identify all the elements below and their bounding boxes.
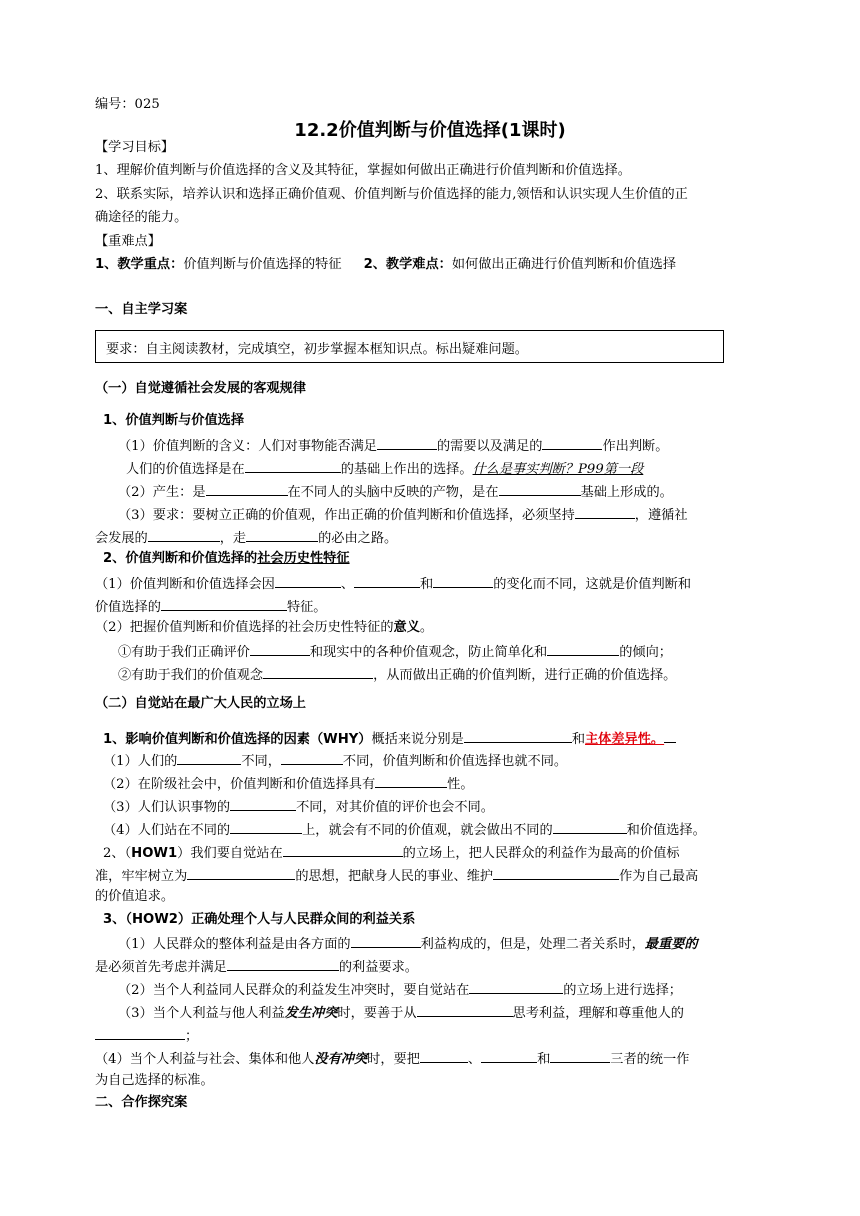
text-fragment: （1）人们的 (103, 754, 178, 769)
text-fragment: 的倾向； (619, 645, 672, 660)
text-fragment: 三者的统一作 (610, 1052, 690, 1067)
text-fragment: 利益构成的，但是，处理二者关系时， (420, 937, 645, 952)
focus-text: 价值判断与价值选择的特征 (183, 257, 342, 272)
text-fragment: 的立场上进行选择； (563, 983, 682, 998)
blank[interactable] (493, 866, 619, 880)
point1-heading: 1、价值判断与价值选择 (103, 413, 245, 428)
text-fragment: 最重要的 (644, 937, 698, 952)
text-fragment: 是必须首先考虑并满足 (95, 960, 227, 975)
fill-line (118, 1003, 684, 1023)
fill-line (95, 619, 433, 637)
text-fragment: 1、影响价值判断和价值选择的因素（WHY） (103, 732, 372, 747)
text-fragment: 上，就会有不同的价值观，就会做出不同的 (302, 823, 553, 838)
text-fragment: （2）当个人利益同人民群众的利益发生冲突时，要自觉站在 (118, 983, 470, 998)
text-fragment: ； (185, 1029, 199, 1044)
text-fragment: 准，牢牢树立为 (95, 869, 188, 884)
blank[interactable] (275, 574, 341, 588)
text-fragment: （3）要求：要树立正确的价值观，作出正确的价值判断和价值选择，必须坚持 (118, 508, 575, 523)
fill-line (118, 980, 682, 1000)
fill-line (95, 528, 397, 548)
text-fragment: ）我们要自觉站在 (177, 846, 283, 861)
text-fragment: 的利益要求。 (338, 960, 418, 975)
text-fragment: 思考利益，理解和尊重他人的 (512, 1006, 684, 1021)
text-fragment: 人们的价值选择是在 (126, 462, 245, 477)
blank[interactable] (550, 1049, 610, 1063)
fill-line (95, 597, 327, 617)
blank[interactable] (377, 436, 437, 450)
text-fragment: （2）产生：是 (118, 485, 206, 500)
text-fragment: ①有助于我们正确评价 (118, 645, 250, 660)
requirement-box (95, 330, 724, 363)
blank[interactable] (542, 436, 602, 450)
blank[interactable] (547, 642, 619, 656)
keypoints-line (95, 256, 676, 274)
blank[interactable] (187, 866, 295, 880)
blank[interactable] (464, 729, 572, 743)
text-fragment: （3）人们认识事物的 (103, 800, 231, 815)
text-fragment: 在不同人的头脑中反映的产物，是在 (287, 485, 499, 500)
text-fragment: 作出判断。 (602, 439, 669, 454)
text-fragment: 的思想，把献身人民的事业、维护 (295, 869, 494, 884)
text-fragment: ，遵循社 (634, 508, 688, 523)
fill-line (118, 505, 688, 525)
blank[interactable] (433, 574, 493, 588)
text-fragment: HOW1 (131, 846, 178, 861)
blank[interactable] (246, 528, 318, 542)
text-fragment: 时，要把 (367, 1052, 420, 1067)
blank[interactable] (553, 820, 627, 834)
blank[interactable] (417, 1003, 513, 1017)
fill-line (118, 482, 673, 502)
answer-text: 主体差异性。 (585, 732, 665, 747)
fill-line (95, 574, 691, 594)
text-fragment: 会发展的 (95, 531, 148, 546)
fill-line (103, 820, 706, 840)
page-title: 12.2价值判断与价值选择(1课时) (294, 120, 566, 141)
subsection2-heading: （二）自觉站在最广大人民的立场上 (95, 696, 306, 711)
text-fragment: 2、（ (103, 846, 132, 861)
text-fragment (664, 729, 676, 743)
requirement-text: 要求：自主阅读教材，完成填空，初步掌握本框知识点。标出疑难问题。 (106, 342, 528, 357)
blank[interactable] (227, 957, 339, 971)
blank[interactable] (375, 774, 447, 788)
text-fragment: 2、价值判断和价值选择的 (103, 551, 258, 566)
text-fragment: （4）当个人利益与社会、集体和他人 (95, 1052, 315, 1067)
fill-line (95, 866, 698, 886)
blank[interactable] (499, 482, 581, 496)
text-fragment: 和 (571, 732, 585, 747)
text-fragment: 性。 (447, 777, 474, 792)
text-line: 的价值追求。 (95, 889, 175, 904)
serial-number: 编号：025 (95, 97, 160, 112)
focus-label: 1、教学重点： (95, 257, 184, 272)
blank[interactable] (420, 1049, 468, 1063)
text-fragment: 的立场上，把人民群众的利益作为最高的价值标 (402, 846, 680, 861)
fill-line (95, 1049, 689, 1069)
fill-line (118, 436, 668, 456)
text-fragment: 社会历史性特征 (257, 551, 350, 566)
fill-line (103, 843, 680, 863)
text-fragment: 没有冲突 (314, 1052, 368, 1067)
blank[interactable] (230, 820, 302, 834)
text-fragment: （1）价值判断和价值选择会因 (95, 577, 275, 592)
text-fragment: 特征。 (286, 600, 327, 615)
blank[interactable] (250, 642, 310, 656)
blank[interactable] (230, 797, 296, 811)
keypoints-heading: 【重难点】 (95, 234, 161, 249)
text-fragment: 不同，价值判断和价值选择也就不同。 (342, 754, 568, 769)
text-fragment: 。 (419, 620, 434, 635)
section2-heading: 二、合作探究案 (95, 1095, 188, 1110)
objective-item: 2、联系实际，培养认识和选择正确价值观、价值判断与价值选择的能力,领悟和认识实现人生价值的正 (95, 187, 688, 202)
objectives-heading: 【学习目标】 (95, 140, 175, 155)
fill-line (103, 774, 474, 794)
difficulty-text: 如何做出正确进行价值判断和价值选择 (451, 257, 677, 272)
text-fragment: 概括来说分别是 (371, 732, 464, 747)
text-fragment: 、 (340, 577, 355, 592)
text-fragment: （2）把握价值判断和价值选择的社会历史性特征的 (95, 620, 394, 635)
blank[interactable] (575, 505, 635, 519)
blank[interactable] (281, 751, 343, 765)
fill-line (126, 459, 643, 479)
text-fragment: 、 (467, 1052, 482, 1067)
text-fragment: 的需要以及满足的 (436, 439, 543, 454)
text-fragment: （3）当个人利益与他人利益 (118, 1006, 285, 1021)
point2-heading (103, 550, 350, 568)
text-fragment: ，走 (219, 531, 247, 546)
text-fragment: ，从而做出正确的价值判断，进行正确的价值选择。 (373, 668, 677, 683)
blank[interactable] (263, 665, 373, 679)
text-fragment: （4）人们站在不同的 (103, 823, 231, 838)
blank[interactable] (481, 1049, 537, 1063)
blank[interactable] (351, 934, 421, 948)
text-fragment: 时，要善于从 (337, 1006, 417, 1021)
text-fragment: 的必由之路。 (318, 531, 398, 546)
blank[interactable] (177, 751, 241, 765)
text-fragment: 基础上形成的。 (580, 485, 673, 500)
text-fragment: 不同， (241, 754, 281, 769)
text-fragment: 不同，对其价值的评价也会不同。 (296, 800, 494, 815)
blank[interactable] (469, 980, 563, 994)
blank[interactable] (206, 482, 288, 496)
blank[interactable] (245, 459, 341, 473)
text-fragment: 发生冲突 (284, 1006, 338, 1021)
point3-heading: 3、（HOW2）正确处理个人与人民群众间的利益关系 (103, 912, 416, 927)
text-fragment: 和 (420, 577, 434, 592)
fill-line (118, 934, 698, 954)
text-fragment: ②有助于我们的价值观念 (118, 668, 264, 683)
subsection1-heading: （一）自觉遵循社会发展的客观规律 (95, 381, 306, 396)
text-fragment: 的变化而不同，这就是价值判断和 (493, 577, 692, 592)
text-fragment: 和现实中的各种价值观念，防止简单化和 (309, 645, 548, 660)
section1-heading: 一、自主学习案 (95, 302, 188, 317)
text-fragment: 价值选择的 (95, 600, 161, 615)
blank[interactable] (161, 597, 287, 611)
objective-item-cont: 确途径的能力。 (95, 210, 188, 225)
fill-line (95, 1026, 198, 1046)
fill-line (103, 797, 494, 817)
fill-line (103, 729, 676, 749)
text-fragment: 和 (537, 1052, 551, 1067)
text-fragment: 作为自己最高 (619, 869, 699, 884)
fill-line (95, 957, 418, 977)
objective-item: 1、理解价值判断与价值选择的含义及其特征，掌握如何做出正确进行价值判断和价值选择。 (95, 163, 631, 178)
fill-line (103, 751, 567, 771)
text-line: 为自己选择的标准。 (95, 1073, 214, 1088)
difficulty-label: 2、教学难点： (363, 257, 452, 272)
text-fragment: （1）人民群众的整体利益是由各方面的 (118, 937, 351, 952)
text-fragment: （2）在阶级社会中，价值判断和价值选择具有 (103, 777, 376, 792)
text-fragment: 和价值选择。 (626, 823, 706, 838)
text-fragment: 意义 (393, 620, 420, 635)
fill-line (118, 642, 672, 662)
blank[interactable] (354, 574, 420, 588)
text-fragment: （1）价值判断的含义：人们对事物能否满足 (118, 439, 377, 454)
blank[interactable] (95, 1026, 185, 1040)
fill-line (118, 665, 676, 685)
blank[interactable] (148, 528, 220, 542)
blank[interactable] (283, 843, 403, 857)
margin-note: 什么是事实判断？P99第一段 (472, 462, 644, 477)
text-fragment: 的基础上作出的选择。 (340, 462, 473, 477)
